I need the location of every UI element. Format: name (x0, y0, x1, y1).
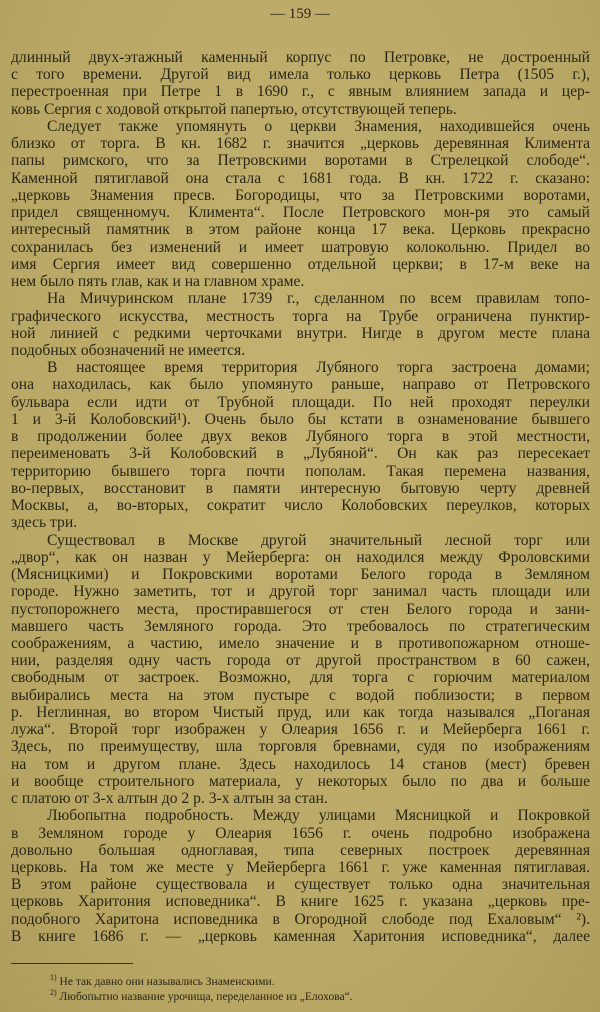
text-line: пустопорожнего места, простиравшегося от стен Белого города и зани- (11, 600, 590, 618)
text-line: графического искусства, местность торга на Трубе ограничена пунктир- (11, 307, 590, 325)
text-line: Каменной пятиглавой она стала с 1681 года. В кн. 1722 г. сказано: (11, 169, 590, 187)
text-line: городе. Нужно заметить, тот и другой торг занимал часть площади или (11, 583, 590, 601)
text-line: здесь три. (11, 514, 78, 532)
text-line: ной линией с редкими черточками внутри. Нигде в другом месте плана (11, 324, 590, 342)
text-line: Существовал в Москве другой значительный лесной торг или (47, 531, 590, 549)
text-line: близко от торга. В кн. 1682 г. значится „церковь деревянная Климента (11, 135, 590, 153)
paragraph (11, 532, 590, 808)
text-line: церковь Харитония исповедника“. В книге 1625 г. указана „церковь пре- (11, 893, 590, 911)
footnote-mark: 2) (50, 988, 57, 997)
text-line: В настоящее время территория Лубяного торга застроена домами; (47, 359, 590, 377)
text-line: длинный двух-этажный каменный корпус по Петровке, не достроенный (11, 49, 590, 66)
text-line: (Мясницкими) и Покровскими воротами Белого города в Земляном (11, 566, 590, 584)
text-line: свободным от застроек. Возможно, для торга с горючим материалом (11, 669, 590, 687)
text-line: переименовать 3-й Колобовский в „Лубяной“. Он как раз пересекает (11, 445, 590, 463)
text-line: папы римского, что за Петровскими воротами в Стрелецкой слободе“. (11, 152, 590, 170)
text-line: и вообще строительного материала, у некоторых было по два и больше (11, 772, 590, 790)
text-line: перестроенная при Петре 1 в 1690 г., с явным влиянием запада и цер- (11, 83, 590, 101)
footnote-2 (50, 986, 353, 1004)
paragraph (11, 290, 590, 359)
paragraph (11, 359, 590, 531)
text-line: Любопытна подробность. Между улицами Мясницкой и Покровкой (47, 807, 590, 825)
text-line: мавшего часть Земляного города. Это требовалось по стратегическим (11, 617, 590, 635)
text-line: имя Сергия имеет вид совершенно отдельной церкви; в 17-м веке на (11, 255, 590, 273)
text-line: нем было пять глав, как и на главном храме. (11, 273, 305, 291)
text-line: В этом районе существовала и существует только одна значительная (11, 876, 590, 894)
body-text (11, 49, 590, 945)
text-line: 1 и 3-й Колобовский¹). Очень было бы кстати в ознаменование бывшего (11, 410, 590, 428)
text-line: В книге 1686 г. — „церковь каменная Харитония исповедника“, далее (11, 927, 590, 945)
text-line: „двор“, как он назван у Мейерберга: он находился между Фроловскими (11, 548, 590, 566)
page-number: — 159 — (270, 6, 330, 22)
text-line: во-первых, восстановит в памяти интересную бытовую черту древней (11, 479, 590, 497)
text-line: интересный памятник в этом районе конца 17 века. Церковь прекрасно (11, 221, 590, 239)
text-line: р. Неглинная, во втором Чистый пруд, или как тогда назывался „Поганая (11, 703, 590, 721)
text-line: она находилась, как было упомянуто раньше, направо от Петровского (11, 376, 590, 394)
paragraph (11, 807, 590, 945)
paragraph (11, 118, 590, 290)
text-line: лужа“. Второй торг изображен у Олеария 1656 г. и Мейерберга 1661 г. (11, 721, 590, 739)
footnote-text: Любопытно название урочища, переделанное из „Елохова“. (59, 990, 353, 1003)
text-line: соображениям, а частию, имело значение и в противопожарном отноше- (11, 634, 590, 652)
text-line: подобного Харитона исповедника в Огородной слободе под Ехаловым“ ²). (11, 910, 590, 928)
text-line: Москвы, а, во-вторых, сократит число Колобовских переулков, которых (11, 497, 590, 515)
text-line: в Земляном городе у Олеария 1656 г. очень подробно изображена (11, 824, 590, 842)
text-line: „церковь Знамения пресв. Богородицы, что за Петровскими воротами, (11, 186, 590, 204)
text-line: Следует также упомянуть о церкви Знамения, находившейся очень (47, 117, 590, 135)
text-line: довольно большая одноглавая, типа северных построек деревянная (11, 841, 590, 859)
text-line: Здесь, по преимуществу, шла торговля бревнами, судя по изображениям (11, 738, 590, 756)
text-line: подобных обозначений не имеется. (11, 341, 246, 359)
text-line: сохранилась без изменений и имеет шатровую колокольню. Придел во (11, 238, 590, 256)
text-line: бульвара если идти от Трубной площади. По ней проходят переулки (11, 393, 590, 411)
footnote-mark: 1) (50, 973, 57, 982)
text-line: придел священномуч. Климента“. После Петровского мон-ря это самый (11, 204, 590, 222)
text-line: нии, разделяя одну часть города от другой пространством в 60 сажен, (11, 652, 590, 670)
footnote-divider (11, 963, 133, 964)
text-line: На Мичуринском плане 1739 г., сделанном по всем правилам топо- (47, 290, 590, 308)
footnote-text: Не так давно они назывались Знаменскими. (59, 975, 275, 988)
text-line: в продолжении более двух веков Лубяного торга в этой местности, (11, 428, 590, 446)
text-line: с того времени. Другой вид имела только церковь Петра (1505 г.), (11, 66, 590, 84)
text-line: выбирались места на этом пустыре с водой поблизости; в первом (11, 686, 590, 704)
paragraph (11, 49, 590, 118)
text-line: с платою от 3-х алтын до 2 р. 3-х алтын за стан. (11, 790, 328, 808)
text-line: ковь Сергия с ходовой открытой папертью, отсутствующей теперь. (11, 100, 457, 118)
text-line: на том и другом плане. Здесь находилось 14 станов (мест) бревен (11, 755, 590, 773)
text-line: церковь. На том же месте у Мейерберга 1661 г. уже каменная пятиглавая. (11, 859, 590, 877)
text-line: территорию бывшего торга почти пополам. Такая перемена названия, (11, 462, 590, 480)
